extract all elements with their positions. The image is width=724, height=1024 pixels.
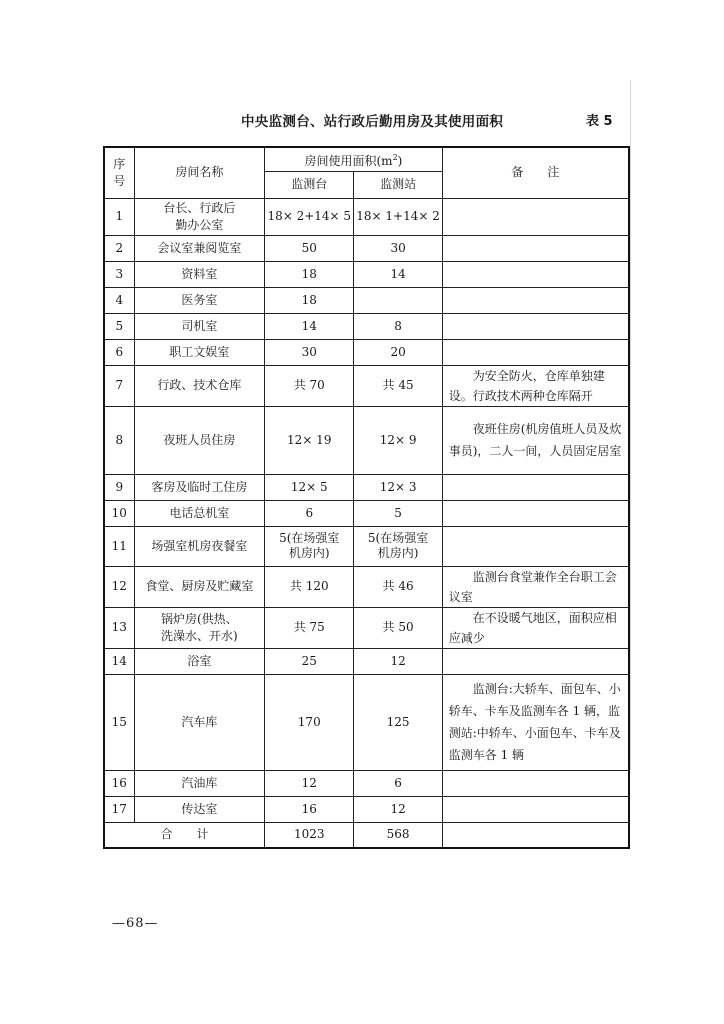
table-row: [104, 500, 629, 526]
table-row: [104, 365, 629, 406]
row-remark: [442, 796, 629, 822]
row-seq: 11: [104, 526, 134, 566]
row-name: 食堂、厨房及贮藏室: [134, 566, 264, 607]
row-name: 医务室: [134, 287, 264, 313]
row-remark: [442, 235, 629, 261]
page-number: —68—: [112, 916, 159, 931]
row-name: [134, 607, 264, 648]
row-seq: 8: [104, 406, 134, 474]
row-name: 客房及临时工住房: [134, 474, 264, 500]
row-center: 30: [265, 339, 354, 365]
row-remark-text: 监测台食堂兼作全台职工会议室: [448, 569, 617, 604]
row-center: 共 120: [265, 566, 354, 607]
row-name: 资料室: [134, 261, 264, 287]
row-station: 12× 9: [354, 406, 442, 474]
table-row: [104, 796, 629, 822]
row-seq: 3: [104, 261, 134, 287]
row-seq: 7: [104, 365, 134, 406]
row-remark-text: 夜班住房(机房值班人员及炊事员)，二人一间，人员固定居室: [448, 422, 622, 458]
header-seq: [104, 147, 134, 198]
table-row: [104, 339, 629, 365]
header-area-unit-sup: 2: [392, 152, 398, 162]
row-center: 18: [265, 287, 354, 313]
row-name: 会议室兼阅览室: [134, 235, 264, 261]
row-name: 司机室: [134, 313, 264, 339]
row-remark: [442, 313, 629, 339]
header-room-name: 房间名称: [134, 147, 264, 198]
table-row: [104, 770, 629, 796]
total-center: 1023: [265, 822, 354, 848]
row-center: [265, 526, 354, 566]
row-remark: [442, 674, 629, 770]
row-remark-text: 监测台:大轿车、面包车、小轿车、卡车及监测车各 1 辆，监测站:中轿车、小面包车、卡车及监测车各 1 辆: [448, 682, 621, 762]
row-name: 传达室: [134, 796, 264, 822]
header-area-close: ): [397, 153, 403, 168]
row-name-text: 台长、行政后勤办公室: [163, 200, 236, 232]
row-station: 12: [354, 796, 442, 822]
row-seq: 15: [104, 674, 134, 770]
row-center: 14: [265, 313, 354, 339]
scan-edge-line: [630, 80, 631, 770]
row-remark: [442, 566, 629, 607]
table-row: [104, 648, 629, 674]
row-station: 20: [354, 339, 442, 365]
table-row: [104, 474, 629, 500]
row-center-text: 5(在场强室机房内): [279, 531, 340, 560]
row-center: 16: [265, 796, 354, 822]
row-seq: 5: [104, 313, 134, 339]
row-remark: [442, 365, 629, 406]
row-remark: [442, 406, 629, 474]
row-remark-text: 为安全防火，仓库单独建设。行政技术两种仓库隔开: [448, 368, 605, 403]
row-seq: 13: [104, 607, 134, 648]
table-row: [104, 261, 629, 287]
row-center: 18: [265, 261, 354, 287]
row-name-text: 锅炉房(供热、洗澡水、开水): [161, 611, 238, 643]
row-name: 职工文娱室: [134, 339, 264, 365]
row-name: 浴室: [134, 648, 264, 674]
row-remark: [442, 648, 629, 674]
row-seq: 16: [104, 770, 134, 796]
table-row: [104, 607, 629, 648]
total-row: [104, 822, 629, 848]
header-area-group: [265, 147, 443, 171]
row-station: 30: [354, 235, 442, 261]
row-station: 12: [354, 648, 442, 674]
table-row: [104, 235, 629, 261]
row-station: 6: [354, 770, 442, 796]
row-remark: [442, 607, 629, 648]
table-row: [104, 406, 629, 474]
row-remark: [442, 339, 629, 365]
row-remark: [442, 287, 629, 313]
header-remark: 备 注: [442, 147, 629, 198]
row-station: 共 46: [354, 566, 442, 607]
row-remark: [442, 198, 629, 235]
row-seq: 14: [104, 648, 134, 674]
row-seq: 17: [104, 796, 134, 822]
row-center: 12× 5: [265, 474, 354, 500]
header-area-label: 房间使用面积(m: [304, 153, 393, 168]
row-center: 12: [265, 770, 354, 796]
row-station: 14: [354, 261, 442, 287]
row-name: 夜班人员住房: [134, 406, 264, 474]
header-center: 监测台: [265, 171, 354, 198]
row-name: 场强室机房夜餐室: [134, 526, 264, 566]
row-station: [354, 287, 442, 313]
row-seq: 12: [104, 566, 134, 607]
row-center: 25: [265, 648, 354, 674]
row-center: 170: [265, 674, 354, 770]
row-seq: 10: [104, 500, 134, 526]
row-seq: 9: [104, 474, 134, 500]
row-remark: [442, 770, 629, 796]
row-station: 18× 1+14× 2: [354, 198, 442, 235]
table-row: [104, 313, 629, 339]
row-remark: [442, 474, 629, 500]
row-station: 共 50: [354, 607, 442, 648]
row-station-text: 5(在场强室机房内): [367, 531, 429, 560]
header-seq-label: 序号: [113, 156, 126, 188]
row-station: 8: [354, 313, 442, 339]
table-row: [104, 674, 629, 770]
row-station: 12× 3: [354, 474, 442, 500]
row-remark-text: 在不设暖气地区，面积应相应减少: [448, 610, 617, 645]
row-seq: 4: [104, 287, 134, 313]
row-center: 18× 2+14× 5: [265, 198, 354, 235]
room-area-table: [103, 146, 630, 849]
row-remark: [442, 526, 629, 566]
row-seq: 2: [104, 235, 134, 261]
page-title: 中央监测台、站行政后勤用房及其使用面积: [241, 114, 504, 130]
row-name: 行政、技术仓库: [134, 365, 264, 406]
total-label: 合 计: [104, 822, 265, 848]
table-row: [104, 566, 629, 607]
row-seq: 6: [104, 339, 134, 365]
table-number: 表 5: [586, 114, 613, 129]
header-station: 监测站: [354, 171, 442, 198]
row-remark: [442, 500, 629, 526]
row-name: [134, 198, 264, 235]
row-name: 汽油库: [134, 770, 264, 796]
total-station: 568: [354, 822, 442, 848]
table-row: [104, 198, 629, 235]
row-remark: [442, 261, 629, 287]
row-station: 125: [354, 674, 442, 770]
row-center: 12× 19: [265, 406, 354, 474]
row-station: 共 45: [354, 365, 442, 406]
row-center: 50: [265, 235, 354, 261]
row-station: [354, 526, 442, 566]
row-seq: 1: [104, 198, 134, 235]
table-row: [104, 287, 629, 313]
row-name: 电话总机室: [134, 500, 264, 526]
row-center: 共 75: [265, 607, 354, 648]
total-remark: [442, 822, 629, 848]
table-row: [104, 526, 629, 566]
row-center: 共 70: [265, 365, 354, 406]
row-name: 汽车库: [134, 674, 264, 770]
row-station: 5: [354, 500, 442, 526]
row-center: 6: [265, 500, 354, 526]
